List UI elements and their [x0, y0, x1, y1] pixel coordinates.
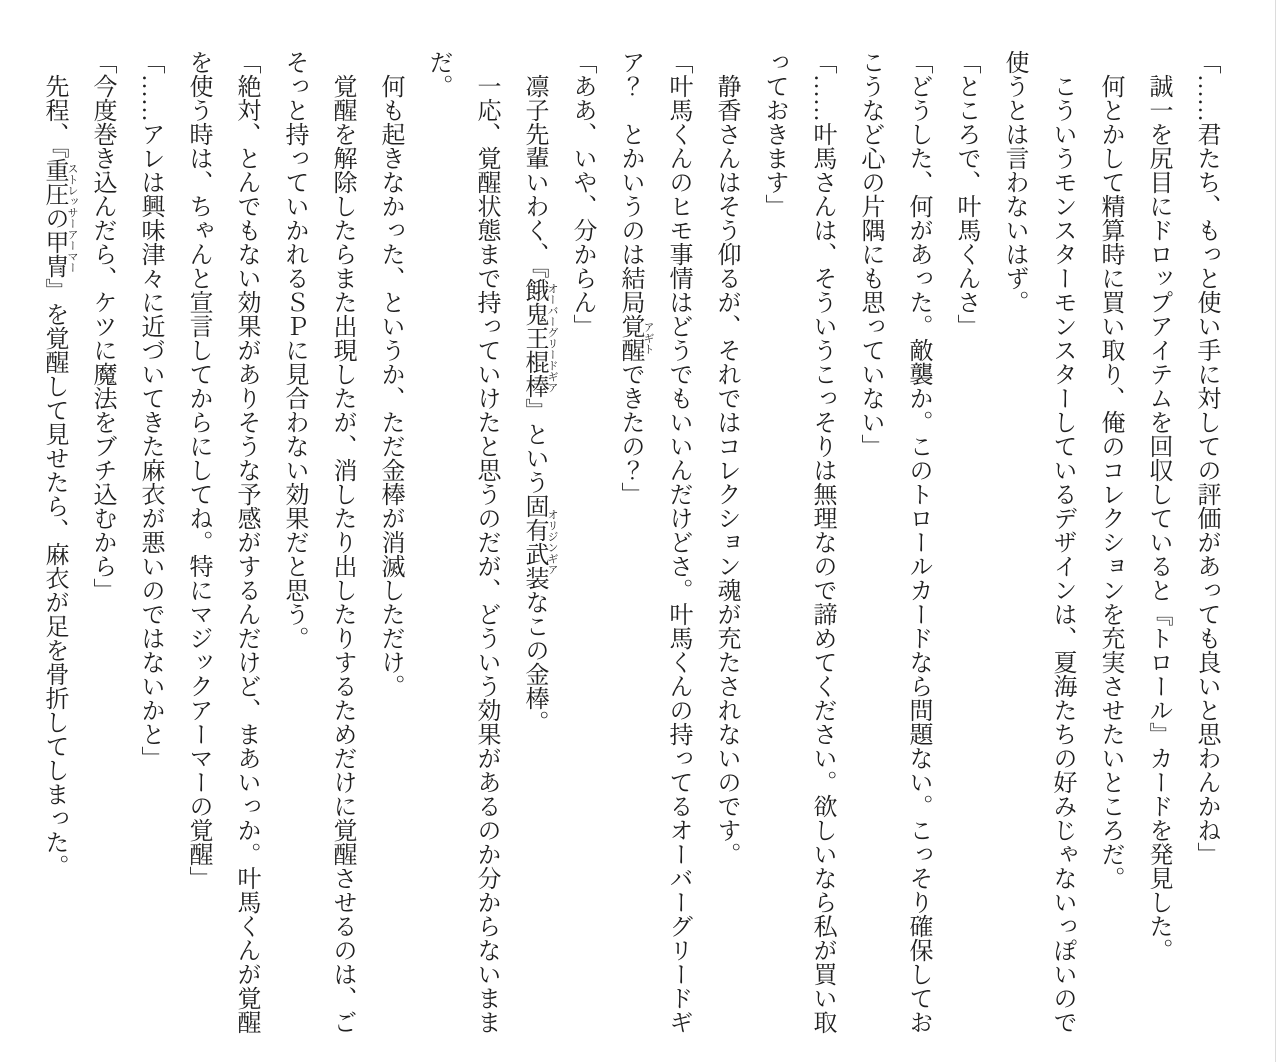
paragraph: 静香さんはそう仰るが、それではコレクション魂が充たされないのです。	[713, 74, 739, 866]
paragraph: 覚醒を解除したらまた出現したが、消したり出したりするためだけに覚醒させるのは、ごそっと持っていかれるＳＰに見合わない効果だと思う。	[281, 50, 355, 1034]
paragraph: 何も起きなかった、というか、ただ金棒が消滅しただけ。	[377, 74, 403, 698]
paragraph: 「……叶馬さんは、そういうこっそりは無理なので諦めてください。欲しいなら私が買い取っておきます」	[761, 50, 835, 1034]
novel-text-body	[30, 50, 1230, 1040]
paragraph: 「今度巻き込んだら、ケツに魔法をブチ込むから」	[89, 50, 115, 602]
paragraph: 「叶馬くんのヒモ事情はどうでもいいんだけどさ。叶馬くんの持ってるオーバーグリードギア？ とかいうのは結局覚醒 アギトできたの？」	[617, 50, 691, 1034]
paragraph: 誠一を尻目にドロップアイテムを回収していると『トロール』カードを発見した。	[1145, 74, 1171, 962]
ruby-annotated-text: 重圧の甲冑 ストレッサーアーマー	[41, 158, 78, 278]
ruby-annotated-text: 餓鬼王棍棒 オーバーグリードギア	[521, 278, 558, 398]
paragraph: 先程、『重圧の甲冑 ストレッサーアーマー』を覚醒して見せたら、麻衣が足を骨折してしまった。	[41, 74, 78, 878]
paragraph: 「……君たち、もっと使い手に対しての評価があっても良いと思わんかね」	[1193, 50, 1219, 866]
paragraph: 凛子先輩いわく、『餓鬼王棍棒 オーバーグリードギア』という固有武装 オリジンギアなこの金棒。	[521, 74, 558, 734]
ruby-annotated-text: 覚醒 アギト	[617, 314, 654, 362]
paragraph: 「どうした、何があった。敵襲か。このトロールカードなら問題ない。こっそり確保しておこうなど心の片隅にも思っていない」	[857, 50, 931, 1034]
ruby-annotated-text: 固有武装 オリジンギア	[521, 494, 558, 590]
paragraph: 何とかして精算時に買い取り、俺のコレクションを充実させたいところだ。	[1097, 74, 1123, 890]
paragraph: こういうモンスターモンスターしているデザインは、夏海たちの好みじゃないっぽいので使うとは言わないはず。	[1001, 50, 1075, 1034]
right-edge-divider	[1275, 0, 1276, 1062]
paragraph: 一応、覚醒状態まで持っていけたと思うのだが、どういう効果があるのか分からないままだ。	[425, 50, 499, 1034]
paragraph: 「ああ、いや、分からん」	[569, 50, 595, 338]
paragraph: 「ところで、叶馬くんさ」	[953, 50, 979, 338]
paragraph: 「……アレは興味津々に近づいてきた麻衣が悪いのではないかと」	[137, 50, 163, 770]
paragraph: 「絶対、とんでもない効果がありそうな予感がするんだけど、まあいっか。叶馬くんが覚醒を使う時は、ちゃんと宣言してからにしてね。特にマジックアーマーの覚醒」	[185, 50, 259, 1034]
